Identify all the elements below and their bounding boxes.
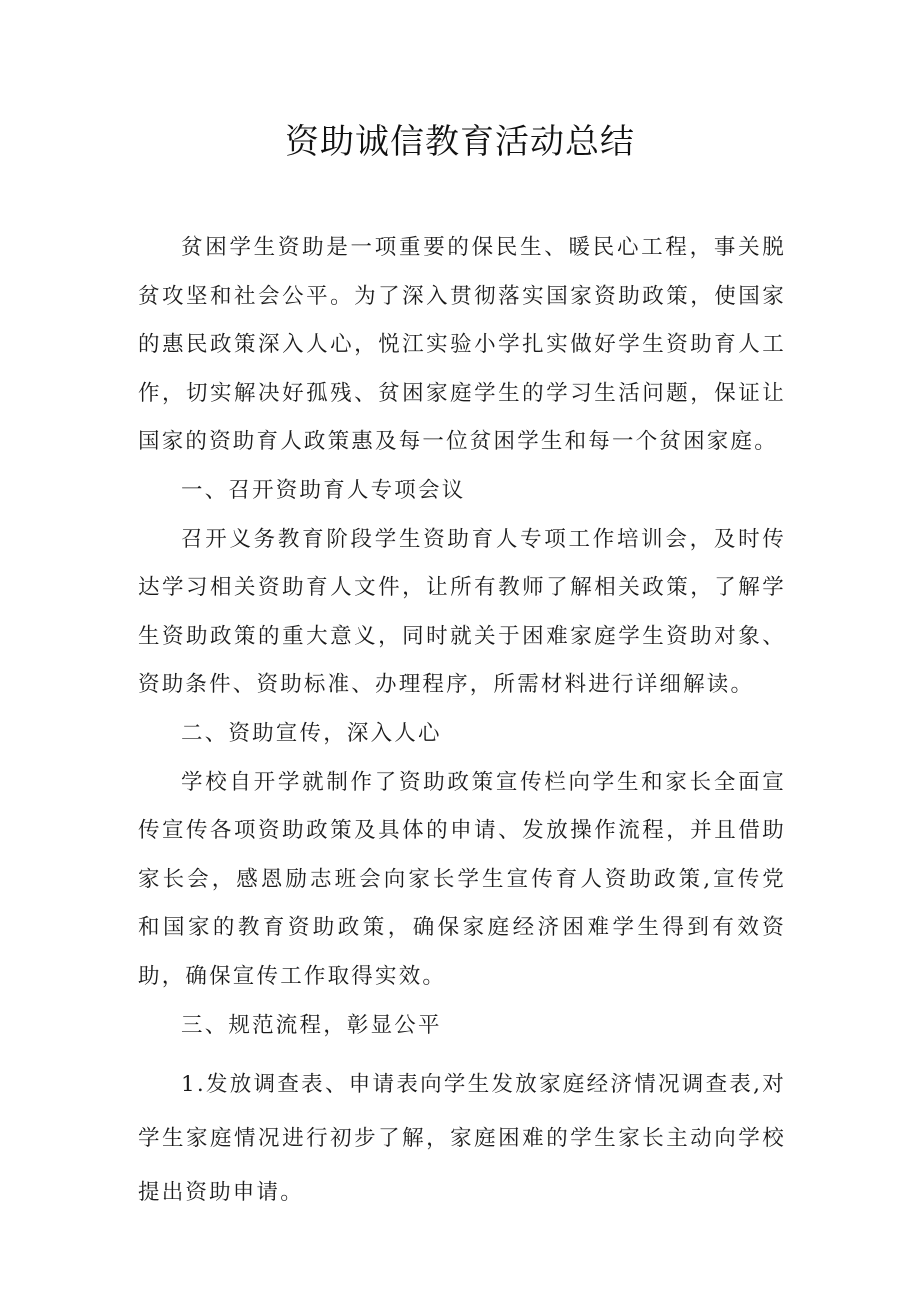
section-1-paragraph: 召开义务教育阶段学生资助育人专项工作培训会，及时传达学习相关资助育人文件，让所有教师了解相关政策，了解学生资助政策的重大意义，同时就关于困难家庭学生资助对象、资助条件、资助标准、办理程序，所需材料进行详细解读。 [138, 526, 786, 698]
intro-paragraph: 贫困学生资助是一项重要的保民生、暖民心工程，事关脱贫攻坚和社会公平。为了深入贯彻落实国家资助政策，使国家的惠民政策深入人心，悦江实验小学扎实做好学生资助育人工作，切实解决好孤残、贫困家庭学生的学习生活问题，保证让国家的资助育人政策惠及每一位贫困学生和每一个贫困家庭。 [138, 235, 786, 455]
section-2-paragraph: 学校自开学就制作了资助政策宣传栏向学生和家长全面宣传宣传各项资助政策及具体的申请、发放操作流程，并且借助家长会，感恩励志班会向家长学生宣传育人资助政策,宣传党和国家的教育资助政策，确保家庭经济困难学生得到有效资助，确保宣传工作取得实效。 [138, 769, 786, 989]
section-3-item-1: 1.发放调查表、申请表向学生发放家庭经济情况调查表,对学生家庭情况进行初步了解，家庭困难的学生家长主动向学校提出资助申请。 [138, 1072, 786, 1206]
section-heading-1: 一、召开资助育人专项会议 [181, 477, 466, 503]
document-title: 资助诚信教育活动总结 [285, 122, 635, 162]
section-heading-2: 二、资助宣传，深入人心 [181, 720, 442, 746]
document-body [138, 224, 786, 1220]
section-heading-3: 三、规范流程，彰显公平 [181, 1012, 442, 1038]
